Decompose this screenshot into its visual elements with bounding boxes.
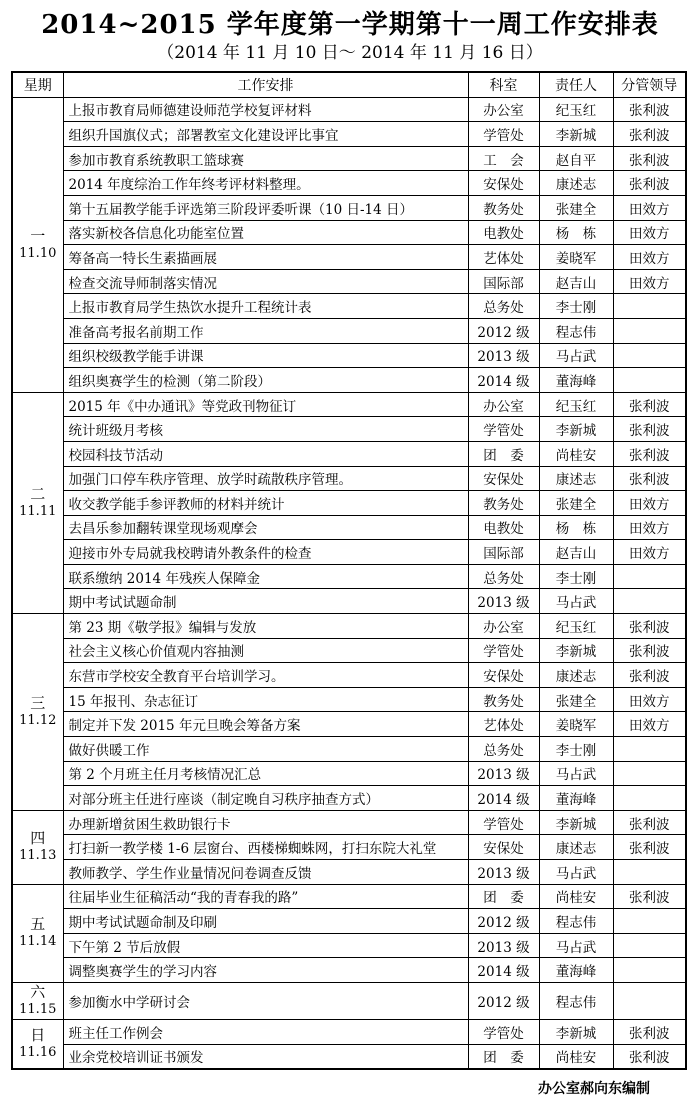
task-cell: 参加市教育系统教职工篮球赛 (63, 146, 468, 171)
leader-cell: 张利波 (613, 417, 686, 442)
leader-cell: 田效方 (613, 687, 686, 712)
dept-cell: 学管处 (468, 810, 539, 835)
person-cell: 姜晓军 (539, 245, 613, 270)
dept-cell: 2012 级 (468, 982, 539, 1019)
table-row (12, 171, 686, 196)
leader-cell (613, 982, 686, 1019)
leader-cell (613, 737, 686, 762)
table-row (12, 515, 686, 540)
leader-cell: 田效方 (613, 269, 686, 294)
day-date: 11.13 (19, 848, 57, 864)
leader-cell: 田效方 (613, 491, 686, 516)
person-cell: 李新城 (539, 810, 613, 835)
dept-cell: 2013 级 (468, 860, 539, 885)
person-cell: 张建全 (539, 687, 613, 712)
page-subtitle: （2014 年 11 月 10 日～ 2014 年 11 月 16 日） (157, 43, 543, 63)
table-row (12, 712, 686, 737)
leader-cell (613, 589, 686, 614)
person-cell: 李新城 (539, 417, 613, 442)
leader-cell: 张利波 (613, 614, 686, 639)
task-cell: 调整奥赛学生的学习内容 (63, 958, 468, 983)
dept-cell: 工 会 (468, 146, 539, 171)
person-cell: 李士刚 (539, 564, 613, 589)
day-date: 11.10 (19, 245, 57, 261)
schedule-table (11, 71, 687, 1070)
leader-cell: 田效方 (613, 515, 686, 540)
task-cell: 15 年报刊、杂志征订 (63, 687, 468, 712)
task-cell: 组织奥赛学生的检测（第二阶段） (63, 368, 468, 393)
leader-cell: 张利波 (613, 638, 686, 663)
task-cell: 迎接市外专局就我校聘请外教条件的检查 (63, 540, 468, 565)
task-cell: 办理新增贫困生救助银行卡 (63, 810, 468, 835)
dept-cell: 安保处 (468, 663, 539, 688)
leader-cell: 张利波 (613, 1044, 686, 1069)
person-cell: 杨 栋 (539, 515, 613, 540)
table-row (12, 761, 686, 786)
task-cell: 加强门口停车秩序管理、放学时疏散秩序管理。 (63, 466, 468, 491)
leader-cell (613, 958, 686, 983)
person-cell: 程志伟 (539, 982, 613, 1019)
task-cell: 准备高考报名前期工作 (63, 318, 468, 343)
dept-cell: 2014 级 (468, 786, 539, 811)
table-row (12, 1019, 686, 1044)
table-row (12, 97, 686, 122)
day-cell (12, 982, 63, 1019)
task-cell: 对部分班主任进行座谈（制定晚自习秩序抽查方式） (63, 786, 468, 811)
task-cell: 2015 年《中办通讯》等党政刊物征订 (63, 392, 468, 417)
table-row (12, 884, 686, 909)
person-cell: 尚桂安 (539, 884, 613, 909)
table-row (12, 786, 686, 811)
person-cell: 李士刚 (539, 294, 613, 319)
day-date: 11.12 (19, 712, 57, 728)
person-cell: 姜晓军 (539, 712, 613, 737)
table-row (12, 294, 686, 319)
task-cell: 去昌乐参加翻转课堂现场观摩会 (63, 515, 468, 540)
dept-cell: 总务处 (468, 294, 539, 319)
table-row (12, 909, 686, 934)
day-name: 四 (30, 829, 46, 848)
task-cell: 落实新校各信息化功能室位置 (63, 220, 468, 245)
day-cell (12, 97, 63, 392)
person-cell: 尚桂安 (539, 1044, 613, 1069)
schedule-body (12, 97, 686, 1069)
table-row (12, 245, 686, 270)
leader-cell (613, 368, 686, 393)
day-cell (12, 884, 63, 982)
person-cell: 康述志 (539, 466, 613, 491)
dept-cell: 团 委 (468, 441, 539, 466)
leader-cell: 张利波 (613, 884, 686, 909)
day-date: 11.16 (19, 1045, 57, 1061)
leader-cell (613, 564, 686, 589)
footer-compiler: 办公室郝向东编制 (538, 1081, 650, 1097)
task-cell: 收交教学能手参评教师的材料并统计 (63, 491, 468, 516)
table-row (12, 614, 686, 639)
table-row (12, 933, 686, 958)
dept-cell: 艺体处 (468, 712, 539, 737)
dept-cell: 2012 级 (468, 318, 539, 343)
dept-cell: 教务处 (468, 491, 539, 516)
dept-cell: 学管处 (468, 1019, 539, 1044)
day-name: 五 (30, 915, 46, 934)
table-row (12, 220, 686, 245)
task-cell: 统计班级月考核 (63, 417, 468, 442)
dept-cell: 2014 级 (468, 958, 539, 983)
leader-cell: 田效方 (613, 195, 686, 220)
person-cell: 董海峰 (539, 786, 613, 811)
table-row (12, 441, 686, 466)
dept-cell: 团 委 (468, 884, 539, 909)
dept-cell: 办公室 (468, 392, 539, 417)
leader-cell: 张利波 (613, 441, 686, 466)
task-cell: 打扫新一教学楼 1-6 层窗台、西楼梯蜘蛛网，打扫东院大礼堂 (63, 835, 468, 860)
dept-cell: 2012 级 (468, 909, 539, 934)
table-row (12, 982, 686, 1019)
task-cell: 社会主义核心价值观内容抽测 (63, 638, 468, 663)
dept-cell: 2014 级 (468, 368, 539, 393)
dept-cell: 教务处 (468, 195, 539, 220)
dept-cell: 艺体处 (468, 245, 539, 270)
table-row (12, 663, 686, 688)
leader-cell: 张利波 (613, 146, 686, 171)
table-row (12, 638, 686, 663)
person-cell: 赵吉山 (539, 269, 613, 294)
person-cell: 董海峰 (539, 958, 613, 983)
header-leader: 分管领导 (613, 72, 686, 97)
day-cell (12, 614, 63, 811)
leader-cell (613, 761, 686, 786)
day-name: 日 (30, 1026, 46, 1045)
leader-cell (613, 909, 686, 934)
leader-cell (613, 786, 686, 811)
day-date: 11.15 (19, 1001, 57, 1017)
person-cell: 李新城 (539, 638, 613, 663)
person-cell: 康述志 (539, 663, 613, 688)
dept-cell: 安保处 (468, 171, 539, 196)
dept-cell: 国际部 (468, 540, 539, 565)
table-row (12, 491, 686, 516)
table-row (12, 564, 686, 589)
table-row (12, 343, 686, 368)
day-name: 二 (30, 484, 46, 503)
person-cell: 康述志 (539, 171, 613, 196)
person-cell: 马占武 (539, 933, 613, 958)
day-name: 一 (30, 226, 46, 245)
table-row (12, 810, 686, 835)
task-cell: 检查交流导师制落实情况 (63, 269, 468, 294)
person-cell: 康述志 (539, 835, 613, 860)
leader-cell: 张利波 (613, 835, 686, 860)
task-cell: 制定并下发 2015 年元旦晚会筹备方案 (63, 712, 468, 737)
table-row (12, 589, 686, 614)
table-row (12, 1044, 686, 1069)
table-row (12, 687, 686, 712)
day-cell (12, 810, 63, 884)
leader-cell: 田效方 (613, 220, 686, 245)
header-task: 工作安排 (63, 72, 468, 97)
dept-cell: 学管处 (468, 122, 539, 147)
task-cell: 往届毕业生征稿活动“我的青春我的路” (63, 884, 468, 909)
task-cell: 组织升国旗仪式；部署教室文化建设评比事宜 (63, 122, 468, 147)
leader-cell: 张利波 (613, 392, 686, 417)
dept-cell: 2013 级 (468, 589, 539, 614)
person-cell: 张建全 (539, 195, 613, 220)
task-cell: 校园科技节活动 (63, 441, 468, 466)
person-cell: 纪玉红 (539, 392, 613, 417)
dept-cell: 团 委 (468, 1044, 539, 1069)
dept-cell: 电教处 (468, 515, 539, 540)
person-cell: 马占武 (539, 860, 613, 885)
table-row (12, 958, 686, 983)
task-cell: 下午第 2 节后放假 (63, 933, 468, 958)
header-person: 责任人 (539, 72, 613, 97)
leader-cell: 张利波 (613, 171, 686, 196)
dept-cell: 国际部 (468, 269, 539, 294)
person-cell: 李士刚 (539, 737, 613, 762)
day-name: 六 (30, 982, 46, 1001)
table-row (12, 417, 686, 442)
task-cell: 上报市教育局师德建设师范学校复评材料 (63, 97, 468, 122)
dept-cell: 办公室 (468, 614, 539, 639)
task-cell: 上报市教育局学生热饮水提升工程统计表 (63, 294, 468, 319)
dept-cell: 学管处 (468, 638, 539, 663)
person-cell: 董海峰 (539, 368, 613, 393)
day-date: 11.14 (19, 934, 57, 950)
person-cell: 杨 栋 (539, 220, 613, 245)
dept-cell: 总务处 (468, 737, 539, 762)
task-cell: 期中考试试题命制 (63, 589, 468, 614)
table-row (12, 860, 686, 885)
table-row (12, 835, 686, 860)
header-day: 星期 (12, 72, 63, 97)
table-row (12, 466, 686, 491)
task-cell: 班主任工作例会 (63, 1019, 468, 1044)
person-cell: 张建全 (539, 491, 613, 516)
task-cell: 第十五届教学能手评选第三阶段评委听课（10 日-14 日） (63, 195, 468, 220)
person-cell: 程志伟 (539, 909, 613, 934)
person-cell: 纪玉红 (539, 614, 613, 639)
dept-cell: 总务处 (468, 564, 539, 589)
table-row (12, 368, 686, 393)
table-header-row (12, 72, 686, 97)
task-cell: 筹备高一特长生素描画展 (63, 245, 468, 270)
leader-cell (613, 860, 686, 885)
task-cell: 第 2 个月班主任月考核情况汇总 (63, 761, 468, 786)
task-cell: 期中考试试题命制及印刷 (63, 909, 468, 934)
leader-cell (613, 343, 686, 368)
dept-cell: 2013 级 (468, 933, 539, 958)
person-cell: 李新城 (539, 1019, 613, 1044)
task-cell: 业余党校培训证书颁发 (63, 1044, 468, 1069)
person-cell: 尚桂安 (539, 441, 613, 466)
task-cell: 东营市学校安全教育平台培训学习。 (63, 663, 468, 688)
table-row (12, 318, 686, 343)
task-cell: 组织校级教学能手讲课 (63, 343, 468, 368)
person-cell: 马占武 (539, 761, 613, 786)
task-cell: 做好供暖工作 (63, 737, 468, 762)
leader-cell: 田效方 (613, 540, 686, 565)
day-date: 11.11 (19, 503, 57, 519)
leader-cell (613, 294, 686, 319)
leader-cell: 张利波 (613, 122, 686, 147)
day-name: 三 (30, 693, 46, 712)
person-cell: 纪玉红 (539, 97, 613, 122)
day-cell (12, 392, 63, 613)
person-cell: 马占武 (539, 343, 613, 368)
header-dept: 科室 (468, 72, 539, 97)
person-cell: 马占武 (539, 589, 613, 614)
table-row (12, 195, 686, 220)
dept-cell: 学管处 (468, 417, 539, 442)
person-cell: 程志伟 (539, 318, 613, 343)
leader-cell: 田效方 (613, 245, 686, 270)
table-row (12, 146, 686, 171)
person-cell: 李新城 (539, 122, 613, 147)
task-cell: 参加衡水中学研讨会 (63, 982, 468, 1019)
day-cell (12, 1019, 63, 1069)
leader-cell: 张利波 (613, 97, 686, 122)
task-cell: 第 23 期《敬学报》编辑与发放 (63, 614, 468, 639)
dept-cell: 安保处 (468, 466, 539, 491)
leader-cell: 张利波 (613, 1019, 686, 1044)
dept-cell: 2013 级 (468, 761, 539, 786)
leader-cell: 张利波 (613, 810, 686, 835)
table-row (12, 737, 686, 762)
leader-cell: 田效方 (613, 712, 686, 737)
table-row (12, 122, 686, 147)
leader-cell: 张利波 (613, 663, 686, 688)
leader-cell (613, 318, 686, 343)
person-cell: 赵吉山 (539, 540, 613, 565)
leader-cell: 张利波 (613, 466, 686, 491)
person-cell: 赵自平 (539, 146, 613, 171)
task-cell: 2014 年度综治工作年终考评材料整理。 (63, 171, 468, 196)
dept-cell: 安保处 (468, 835, 539, 860)
table-row (12, 269, 686, 294)
leader-cell (613, 933, 686, 958)
dept-cell: 办公室 (468, 97, 539, 122)
task-cell: 教师教学、学生作业量情况问卷调查反馈 (63, 860, 468, 885)
dept-cell: 2013 级 (468, 343, 539, 368)
dept-cell: 电教处 (468, 220, 539, 245)
table-row (12, 540, 686, 565)
table-row (12, 392, 686, 417)
dept-cell: 教务处 (468, 687, 539, 712)
task-cell: 联系缴纳 2014 年残疾人保障金 (63, 564, 468, 589)
page-title: 2014~2015 学年度第一学期第十一周工作安排表 (41, 10, 659, 40)
